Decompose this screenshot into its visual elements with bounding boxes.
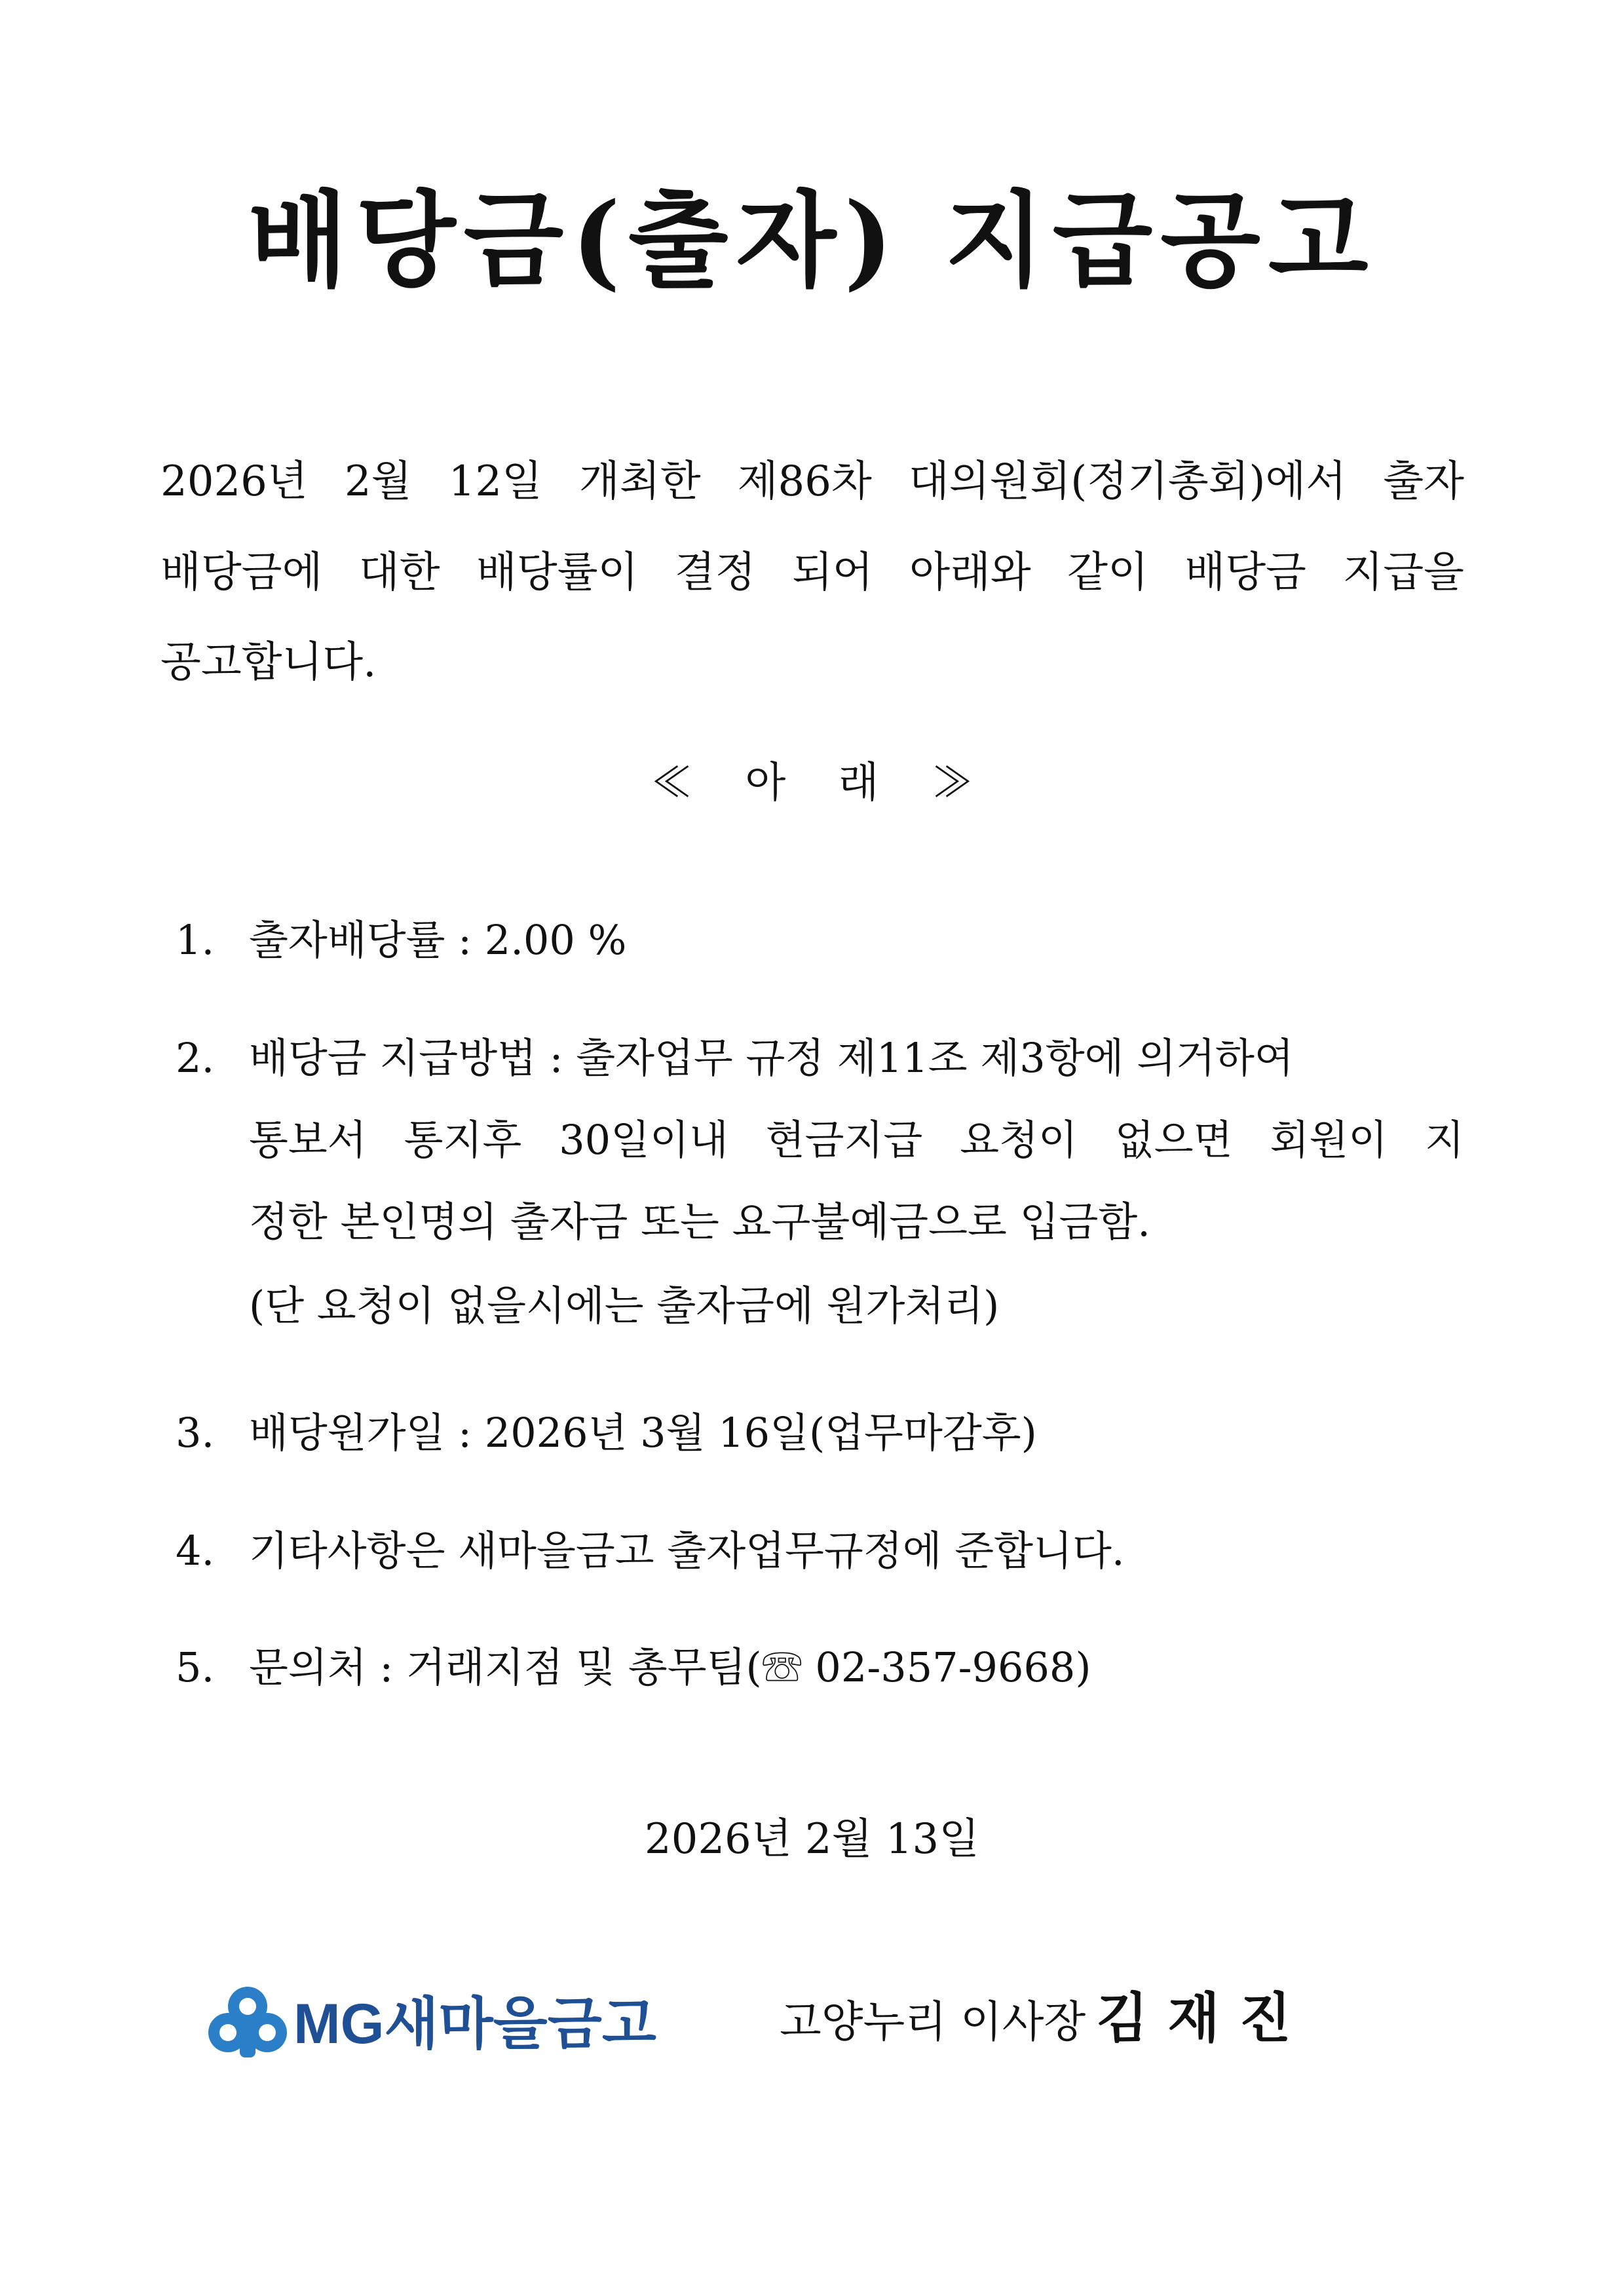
mg-saemaeul-logo-mark <box>202 1972 656 2069</box>
list-item <box>176 1521 1125 1580</box>
signer-block <box>780 1985 1311 2055</box>
list-item-text: 문의처 : 거래지점 및 총무팀(☏ 02-357-9668) <box>249 1643 1091 1691</box>
list-item-continuation: 통보서 통지후 30일이내 현금지급 요청이 없으면 회원이 지 <box>249 1116 1464 1164</box>
list-item <box>176 1638 1091 1697</box>
list-item-number: 1. <box>176 916 215 964</box>
list-item <box>176 1404 1037 1463</box>
list-item-text: 배당금 지급방법 : 출자업무 규정 제11조 제3항에 의거하여 <box>249 1034 1294 1082</box>
list-item-number: 5. <box>176 1643 215 1691</box>
list-item-number: 3. <box>176 1409 215 1457</box>
section-heading: ≪ 아 래 ≫ <box>651 759 973 807</box>
list-item-number: 2. <box>176 1034 215 1082</box>
list-item-continuation: 정한 본인명의 출자금 또는 요구불예금으로 입금함. <box>249 1198 1150 1246</box>
list-item <box>176 911 626 970</box>
signer-name: 김재진 <box>1096 1987 1311 2050</box>
document-title: 배당금(출자) 지급공고 <box>248 180 1376 301</box>
signer-title: 고양누리 이사장 <box>780 1997 1086 2047</box>
mg-saemaeul-logo <box>202 1972 656 2069</box>
intro-line-2: 배당금에 대한 배당률이 결정 되어 아래와 같이 배당금 지급을 <box>161 548 1464 597</box>
svg-text:MG새마을금고: MG새마을금고 <box>293 1993 656 2056</box>
list-item-text: 기타사항은 새마을금고 출자업무규정에 준합니다. <box>249 1527 1125 1575</box>
intro-line-1: 2026년 2월 12일 개최한 제86차 대의원회(정기총회)에서 출자 <box>161 457 1464 506</box>
list-item-number: 4. <box>176 1527 215 1575</box>
list-item-continuation: (단 요청이 없을시에는 출자금에 원가처리) <box>249 1282 1000 1330</box>
list-item <box>176 1029 1294 1088</box>
notice-date: 2026년 2월 13일 <box>644 1815 980 1864</box>
intro-line-3: 공고합니다. <box>161 638 377 687</box>
list-item-text: 출자배당률 : 2.00 % <box>249 916 627 964</box>
list-item-text: 배당원가일 : 2026년 3월 16일(업무마감후) <box>249 1409 1037 1457</box>
